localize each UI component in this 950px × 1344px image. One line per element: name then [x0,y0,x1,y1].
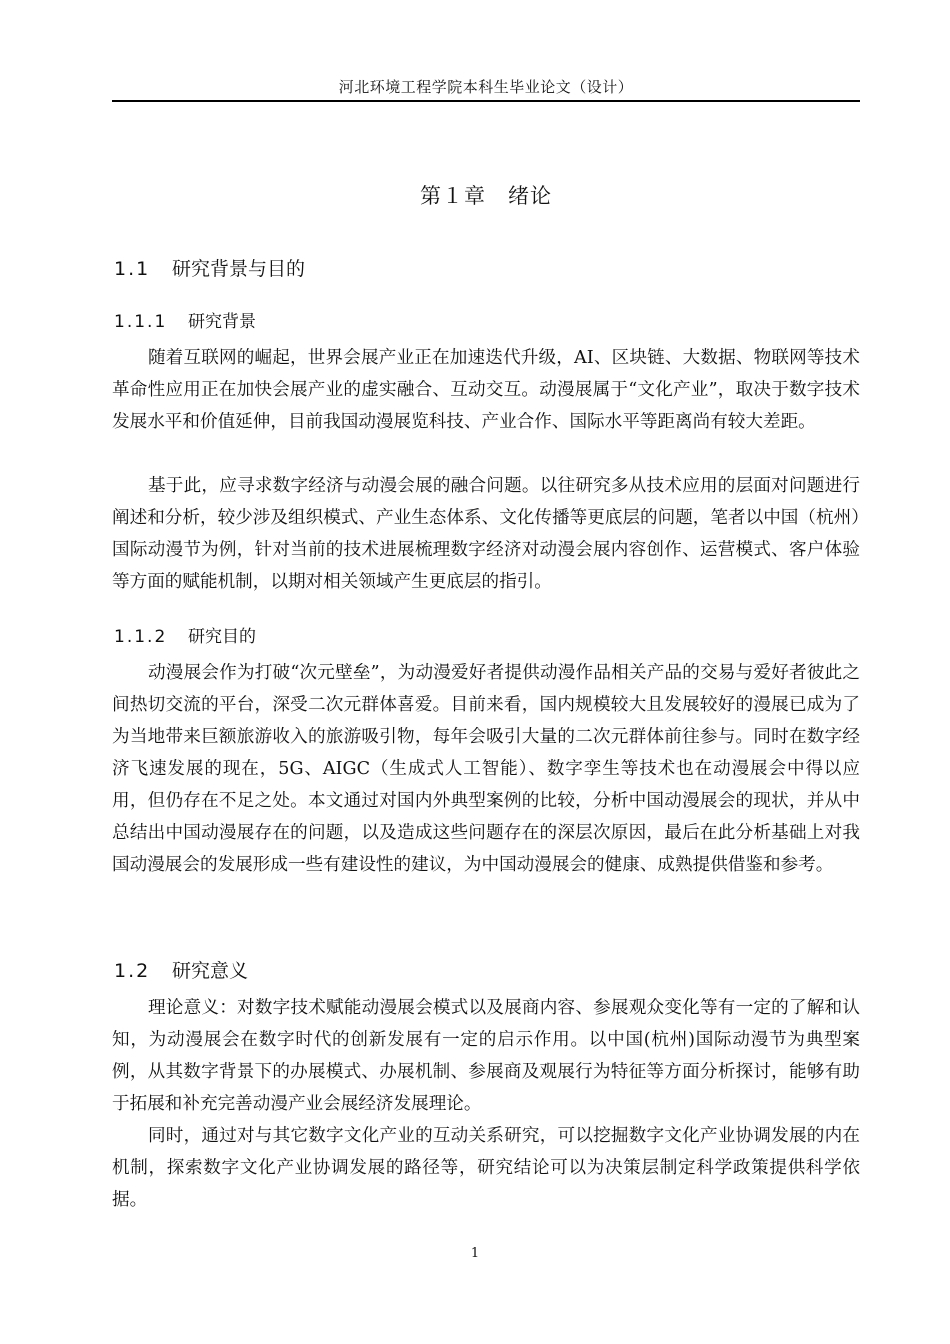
subsection-title: 研究目的 [188,627,256,647]
running-header: 河北环境工程学院本科生毕业论文（设计） [338,78,634,96]
paragraph: 动漫展会作为打破“次元壁垒”，为动漫爱好者提供动漫作品相关产品的交易与爱好者彼此之间热切交流的平台，深受二次元群体喜爱。目前来看，国内规模较大且发展较好的漫展已成为了为当地带来巨额旅游收入的旅游吸引物，每年会吸引大量的二次元群体前往参与。同时在数字经济飞速发展的现在，5G、AIGC（生成式人工智能）、数字孪生等技术也在动漫展会中得以应用，但仍存在不足之处。本文通过对国内外典型案例的比较，分析中国动漫展会的现状，并从中总结出中国动漫展存在的问题，以及造成这些问题存在的深层次原因，最后在此分析基础上对我国动漫展会的发展形成一些有建设性的建议，为中国动漫展会的健康、成熟提供借鉴和参考。 [112,663,860,875]
chapter-title: 第１章 绪论 [420,184,552,208]
section-title: 研究背景与目的 [172,258,306,280]
subsection-title: 研究背景 [188,312,256,332]
paragraph: 基于此，应寻求数字经济与动漫会展的融合问题。以往研究多从技术应用的层面对问题进行阐述和分析，较少涉及组织模式、产业生态体系、文化传播等更底层的问题，笔者以中国（杭州）国际动漫节为例，针对当前的技术进展梳理数字经济对动漫会展内容创作、运营模式、客户体验等方面的赋能机制，以期对相关领域产生更底层的指引。 [112,476,860,592]
subsection-heading-1-1-2 [114,622,256,647]
section-number: 1.2 [114,960,151,982]
section-heading-1-1 [114,254,305,281]
paragraph: 随着互联网的崛起，世界会展产业正在加速迭代升级，AI、区块链、大数据、物联网等技术革命性应用正在加快会展产业的虚实融合、互动交互。动漫展属于“文化产业”，取决于数字技术发展水平和价值延伸，目前我国动漫展览科技、产业合作、国际水平等距离尚有较大差距。 [112,348,860,432]
subsection-heading-1-1-1 [114,307,256,332]
section-heading-1-2 [114,956,248,983]
paragraph: 理论意义：对数字技术赋能动漫展会模式以及展商内容、参展观众变化等有一定的了解和认知，为动漫展会在数字时代的创新发展有一定的启示作用。以中国(杭州)国际动漫节为典型案例，从其数字背景下的办展模式、办展机制、参展商及观展行为特征等方面分析探讨，能够有助于拓展和补充完善动漫产业会展经济发展理论。 [112,998,860,1114]
header-rule [112,100,860,102]
page-number: 1 [470,1246,480,1261]
subsection-number: 1.1.2 [114,627,168,647]
section-number: 1.1 [114,258,151,280]
subsection-number: 1.1.1 [114,312,168,332]
paragraph: 同时，通过对与其它数字文化产业的互动关系研究，可以挖掘数字文化产业协调发展的内在机制，探索数字文化产业协调发展的路径等，研究结论可以为决策层制定科学政策提供科学依据。 [112,1126,860,1210]
section-title: 研究意义 [172,960,249,982]
